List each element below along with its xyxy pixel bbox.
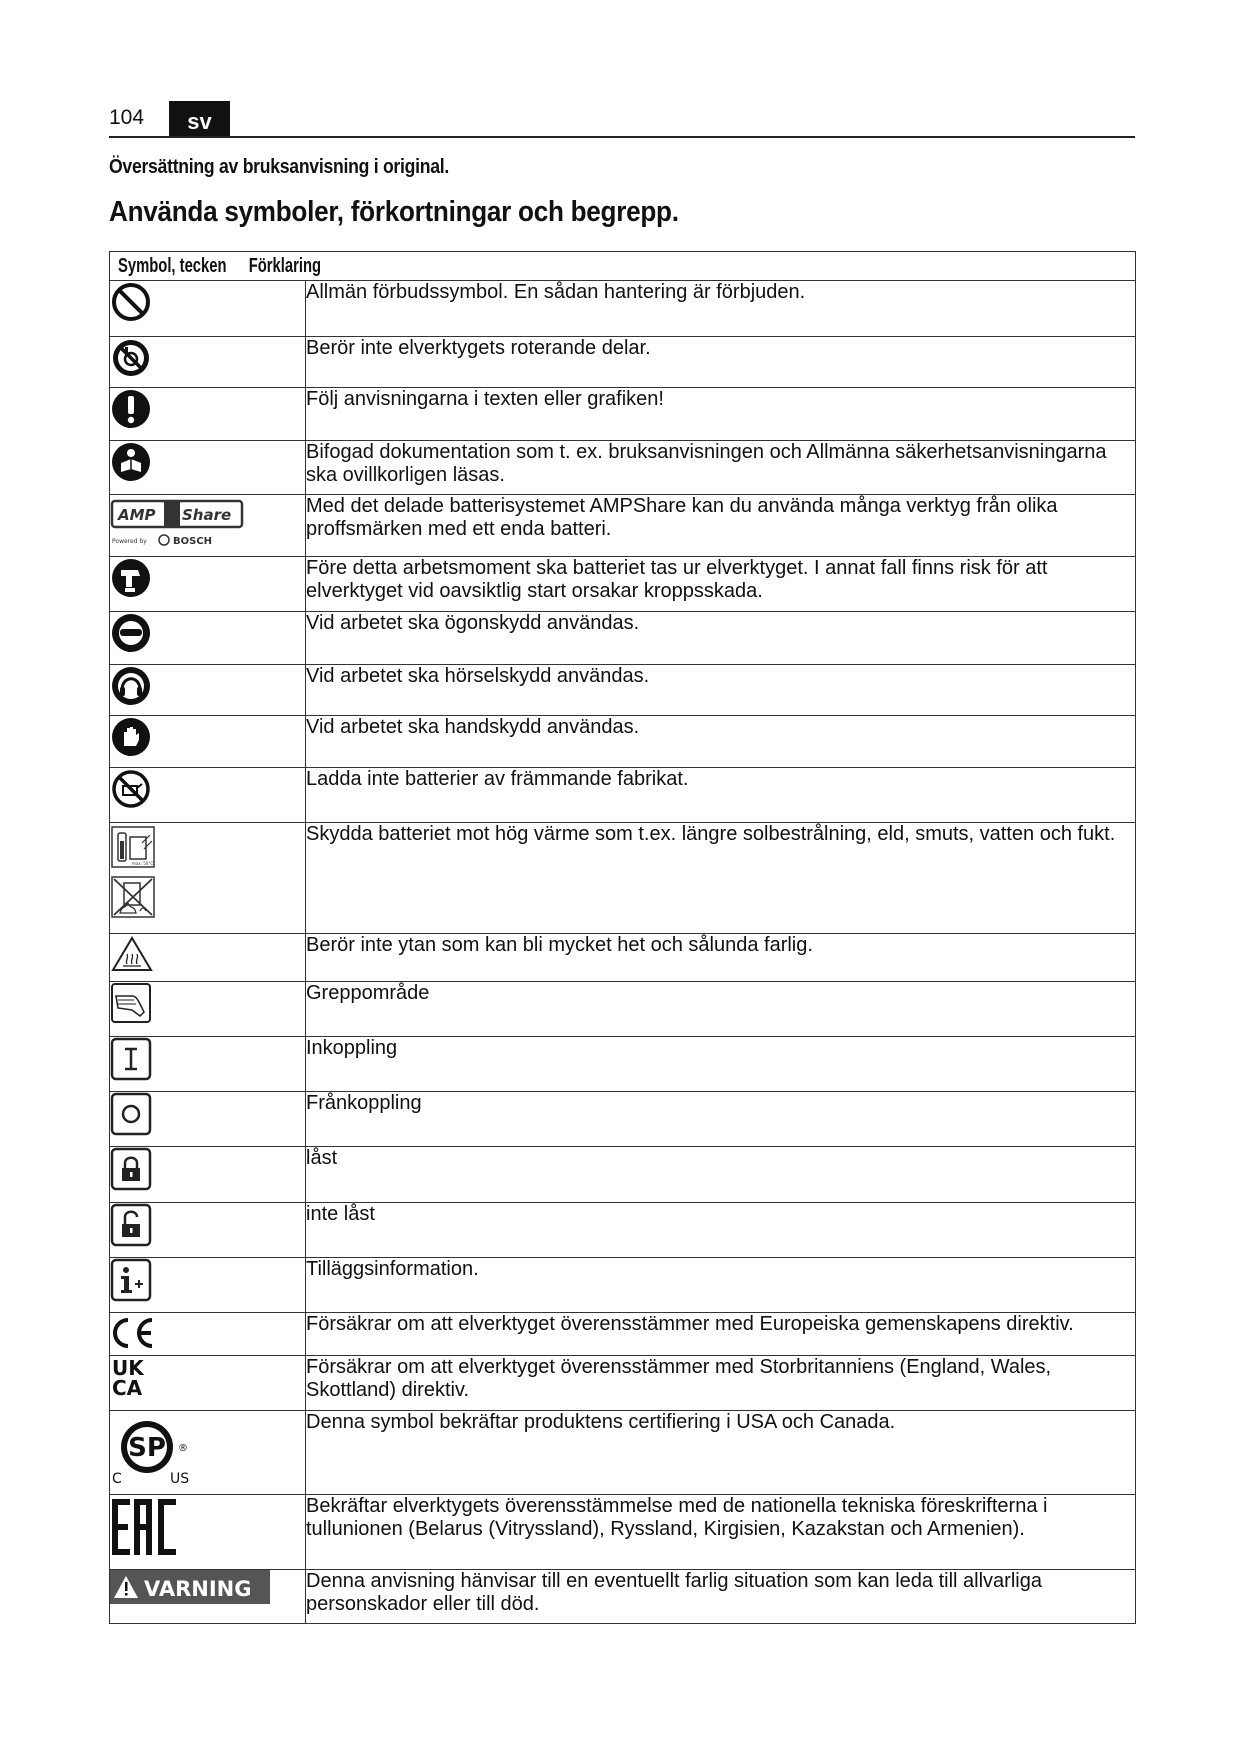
table-row: [110, 281, 1136, 337]
explanation-text: Inkoppling: [306, 1037, 1136, 1092]
symbol-cell: [110, 665, 306, 716]
symbol-cell: [110, 716, 306, 768]
table-header-row: [110, 252, 1136, 281]
language-badge: sv: [169, 101, 230, 137]
csa-registered: ®: [178, 1443, 188, 1454]
explanation-text: Försäkrar om att elverktyget överensstämmer med Storbritanniens (England, Wales, Skottland) direktiv.: [306, 1356, 1136, 1411]
ukca-line2: CA: [112, 1376, 143, 1398]
document-subtitle: Översättning av bruksanvisning i original.: [109, 156, 450, 178]
explanation-text: Frånkoppling: [306, 1092, 1136, 1147]
symbol-cell: [110, 768, 306, 823]
remove-battery-icon: [110, 557, 152, 599]
explanation-text: Tilläggsinformation.: [306, 1258, 1136, 1313]
symbol-cell: [110, 281, 306, 337]
explanation-text: Greppområde: [306, 982, 1136, 1037]
warning-label-icon: [110, 1570, 270, 1604]
battery-temp-label: max. 50°C: [132, 861, 154, 866]
svg-text:Share: Share: [182, 506, 232, 524]
no-foreign-charging-icon: [110, 768, 152, 810]
table-row: [110, 388, 1136, 441]
explanation-text: Denna symbol bekräftar produktens certifiering i USA och Canada.: [306, 1411, 1136, 1495]
symbols-table: [109, 251, 1136, 1624]
column-header-symbol: Symbol, tecken: [118, 255, 227, 277]
svg-text:Powered by: Powered by: [112, 538, 147, 545]
symbol-cell: [110, 1258, 306, 1313]
explanation-text: Denna anvisning hänvisar till en eventuellt farlig situation som kan leda till allvarliga personskador eller till död.: [306, 1570, 1136, 1624]
explanation-text: Skydda batteriet mot hög värme som t.ex. längre solbestrålning, eld, smuts, vatten och fukt.: [306, 823, 1136, 934]
read-manual-icon: [110, 441, 152, 483]
column-header-explanation: Förklaring: [248, 255, 322, 277]
page-number: 104: [109, 106, 145, 129]
explanation-text: Allmän förbudssymbol. En sådan hantering är förbjuden.: [306, 281, 1136, 337]
symbol-cell: [110, 495, 306, 557]
symbol-cell: [110, 1092, 306, 1147]
gloves-icon: [110, 716, 152, 758]
eac-mark-icon: [110, 1495, 180, 1559]
battery-heat-icon: [110, 825, 156, 869]
table-row: [110, 823, 1136, 934]
header-divider: [109, 136, 1135, 138]
unlocked-icon: [110, 1203, 152, 1247]
csa-us-label: US: [170, 1471, 190, 1487]
explanation-text: Följ anvisningarna i texten eller grafiken!: [306, 388, 1136, 441]
explanation-text: Försäkrar om att elverktyget överensstämmer med Europeiska gemenskapens direktiv.: [306, 1313, 1136, 1356]
table-row: [110, 1203, 1136, 1258]
symbol-cell: [110, 1570, 306, 1624]
table-row: [110, 982, 1136, 1037]
table-row: [110, 1570, 1136, 1624]
csa-mark-icon: [110, 1411, 200, 1487]
symbol-cell: [110, 612, 306, 665]
table-row: [110, 612, 1136, 665]
symbol-cell: [110, 388, 306, 441]
table-row: [110, 1356, 1136, 1411]
svg-text:BOSCH: BOSCH: [173, 536, 213, 547]
symbol-cell: [110, 1147, 306, 1203]
battery-fire-water-icon: [110, 875, 156, 919]
power-off-icon: [110, 1092, 152, 1136]
ampshare-logo: [110, 495, 250, 549]
table-row: [110, 1411, 1136, 1495]
table-row: [110, 1495, 1136, 1570]
symbol-cell: [110, 934, 306, 982]
warning-label-text: VARNING: [144, 1577, 252, 1601]
info-plus-icon: [110, 1258, 152, 1302]
locked-icon: [110, 1147, 152, 1191]
page-title: Använda symboler, förkortningar och begrepp.: [109, 196, 679, 228]
prohibition-icon: [110, 281, 152, 323]
no-touch-rotating-icon: [110, 337, 152, 379]
symbol-cell: [110, 1356, 306, 1411]
table-row: [110, 768, 1136, 823]
table-row: [110, 1313, 1136, 1356]
explanation-text: Bekräftar elverktygets överensstämmelse med de nationella tekniska föreskrifterna i tullunionen (Belarus (Vitryssland), Ryssland, Kirgisien, Kazakstan och Armenien).: [306, 1495, 1136, 1570]
symbol-cell: [110, 1411, 306, 1495]
table-row: [110, 934, 1136, 982]
explanation-text: Vid arbetet ska handskydd användas.: [306, 716, 1136, 768]
table-header: [110, 252, 1136, 281]
csa-c-label: C: [112, 1471, 122, 1487]
symbol-cell: [110, 1313, 306, 1356]
symbol-cell: [110, 982, 306, 1037]
explanation-text: Före detta arbetsmoment ska batteriet tas ur elverktyget. I annat fall finns risk för att elverktyget vid oavsiktlig start orsakar kroppsskada.: [306, 557, 1136, 612]
symbol-cell: [110, 337, 306, 388]
table-row: [110, 337, 1136, 388]
table-row: [110, 495, 1136, 557]
hearing-protection-icon: [110, 665, 152, 707]
explanation-text: Vid arbetet ska ögonskydd användas.: [306, 612, 1136, 665]
hot-surface-icon: [110, 934, 154, 974]
csa-mark-text: SP: [128, 1433, 166, 1463]
symbol-cell: [110, 441, 306, 495]
table-row: [110, 716, 1136, 768]
power-on-icon: [110, 1037, 152, 1081]
table-row: [110, 441, 1136, 495]
ce-mark-icon: [110, 1316, 156, 1350]
symbol-cell: [110, 557, 306, 612]
symbol-cell: [110, 1495, 306, 1570]
explanation-text: Vid arbetet ska hörselskydd användas.: [306, 665, 1136, 716]
table-row: [110, 1258, 1136, 1313]
explanation-text: Bifogad dokumentation som t. ex. bruksanvisningen och Allmänna säkerhetsanvisningarna ska ovillkorligen läsas.: [306, 441, 1136, 495]
table-row: [110, 665, 1136, 716]
table-row: [110, 557, 1136, 612]
eye-protection-icon: [110, 612, 152, 654]
explanation-text: Berör inte elverktygets roterande delar.: [306, 337, 1136, 388]
table-row: [110, 1147, 1136, 1203]
exclamation-icon: [110, 388, 152, 430]
explanation-text: inte låst: [306, 1203, 1136, 1258]
table-row: [110, 1092, 1136, 1147]
svg-text:AMP: AMP: [118, 506, 156, 524]
explanation-text: Berör inte ytan som kan bli mycket het och sålunda farlig.: [306, 934, 1136, 982]
explanation-text: låst: [306, 1147, 1136, 1203]
symbol-cell: [110, 1203, 306, 1258]
ukca-line1: UK: [112, 1356, 144, 1380]
table-row: [110, 1037, 1136, 1092]
explanation-text: Ladda inte batterier av främmande fabrikat.: [306, 768, 1136, 823]
ukca-mark-icon: [110, 1356, 150, 1398]
symbol-cell: [110, 823, 306, 934]
explanation-text: Med det delade batterisystemet AMPShare kan du använda många verktyg från olika proffsmärken med ett enda batteri.: [306, 495, 1136, 557]
symbol-cell: [110, 1037, 306, 1092]
grip-area-icon: [110, 982, 152, 1024]
